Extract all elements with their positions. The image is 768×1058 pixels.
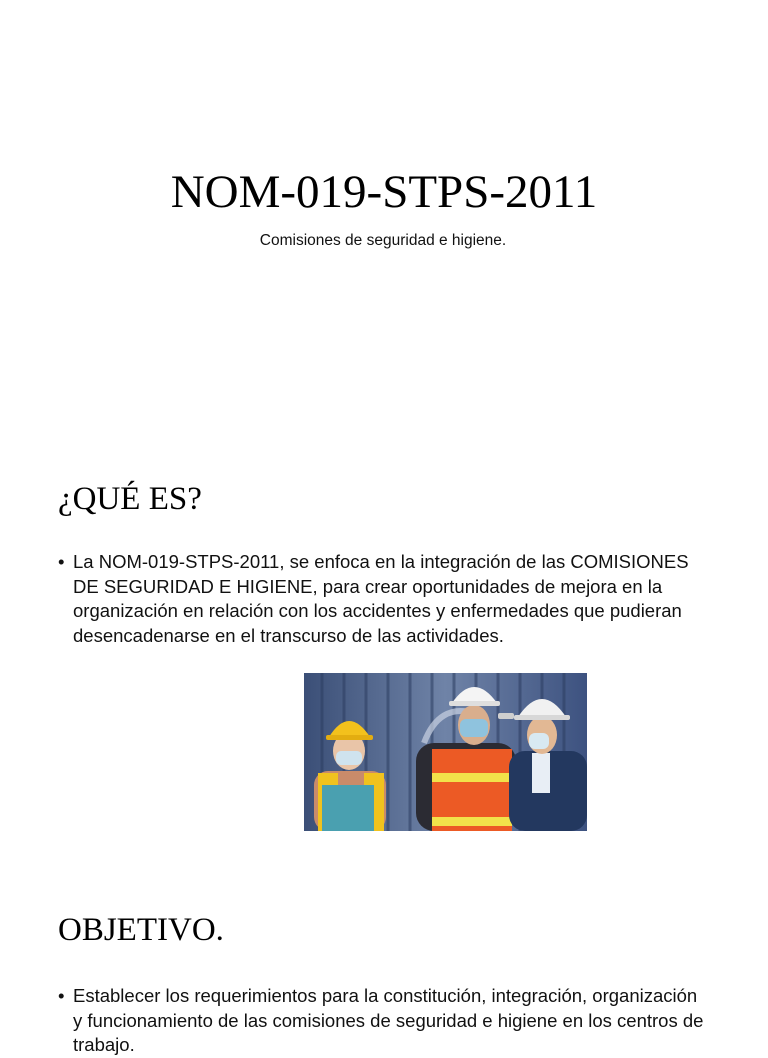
- bullet-icon: •: [58, 551, 65, 572]
- bullet-text: Establecer los requerimientos para la constitución, integración, organización y funcionamiento de las comisiones de seguridad e higiene en los centros de trabajo.: [73, 985, 704, 1055]
- bullet-item: [58, 984, 708, 1058]
- section-heading-objetivo: OBJETIVO.: [58, 912, 224, 948]
- bullet-text: La NOM-019-STPS-2011, se enfoca en la integración de las COMISIONES DE SEGURIDAD E HIGIENE, para crear oportunidades de mejora en la organización en relación con los accidentes y enfermedades que pudieran desencadenarse en el transcurso de las actividades.: [73, 551, 689, 646]
- safety-workers-photo: [304, 673, 587, 831]
- page-title: NOM-019-STPS-2011: [170, 166, 598, 218]
- page-subtitle: Comisiones de seguridad e higiene.: [259, 232, 507, 249]
- bullet-item: [58, 550, 708, 648]
- section-heading-que-es: ¿QUÉ ES?: [58, 481, 202, 517]
- bullet-icon: •: [58, 985, 65, 1006]
